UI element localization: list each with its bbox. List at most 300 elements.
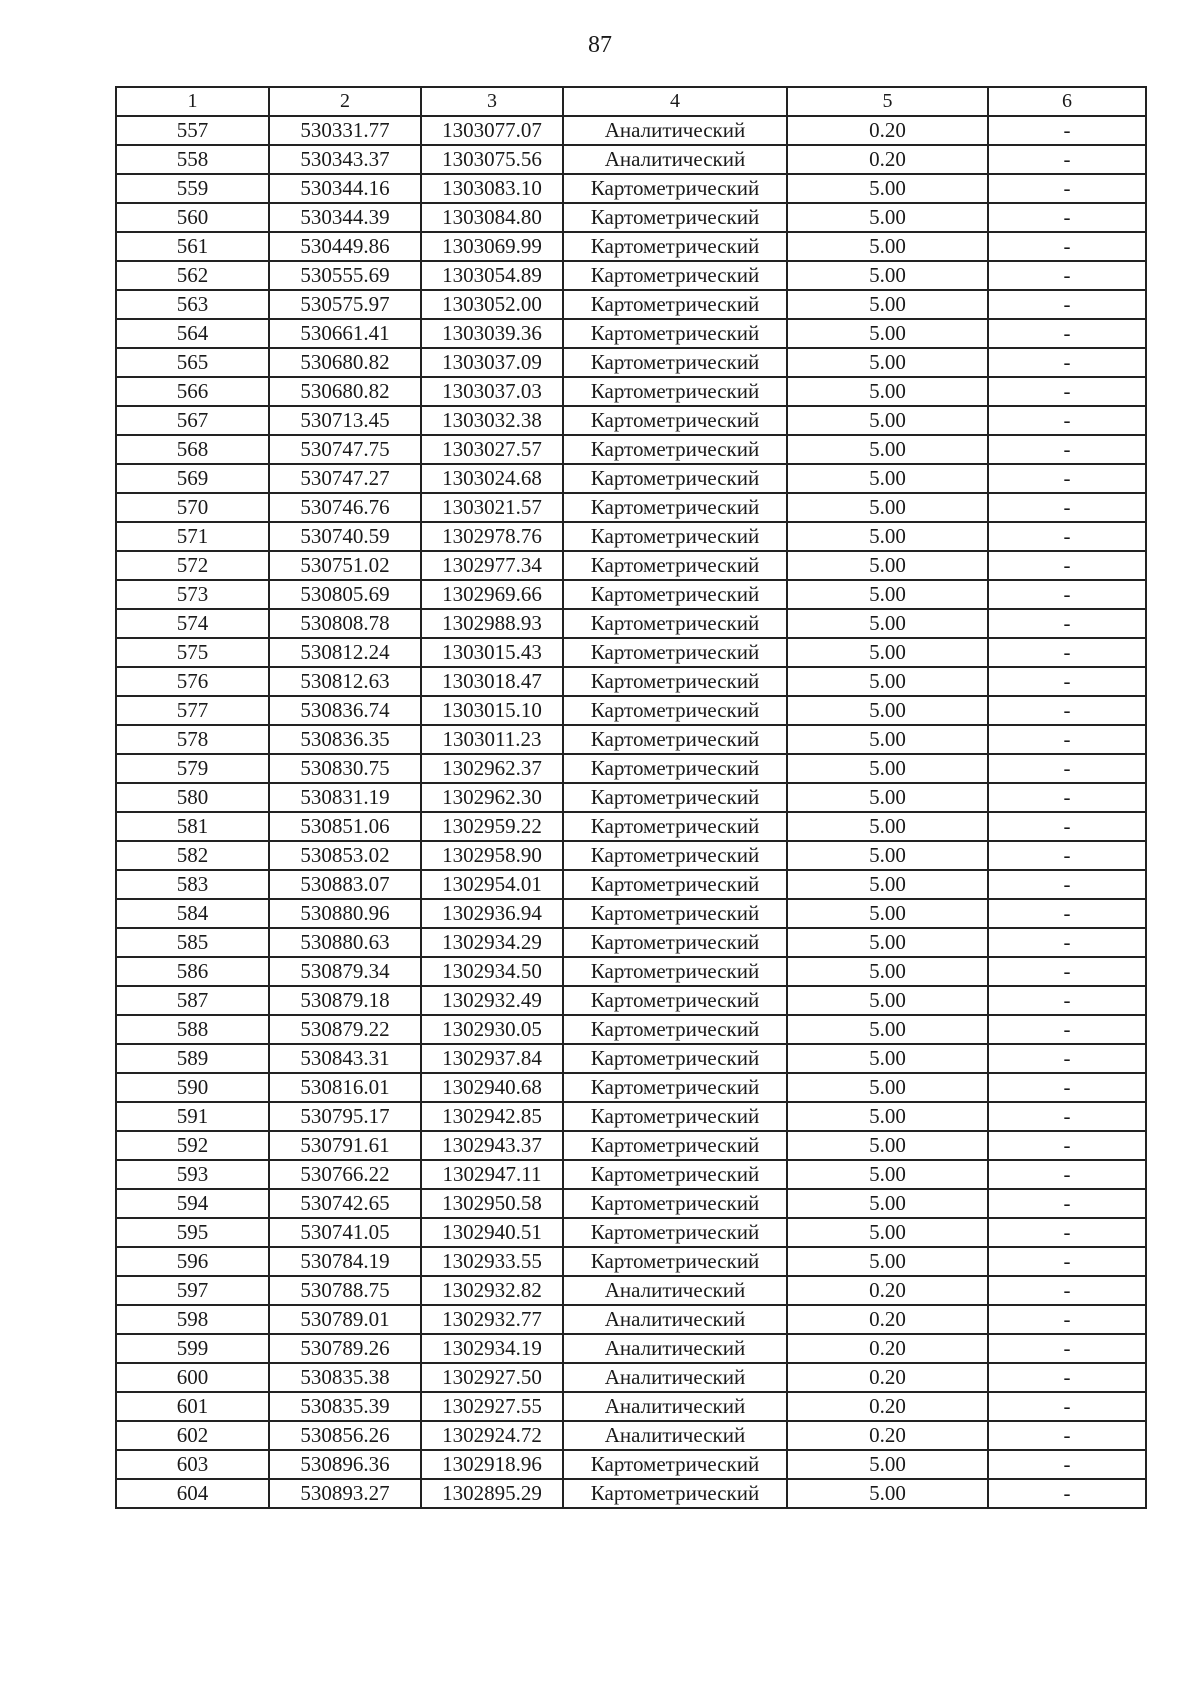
x-coordinate-cell: 530575.97 [269, 290, 421, 319]
note-cell: - [988, 348, 1146, 377]
y-coordinate-cell: 1302988.93 [421, 609, 563, 638]
method-cell: Картометрический [563, 957, 787, 986]
note-cell: - [988, 551, 1146, 580]
table-row [116, 232, 1146, 261]
accuracy-cell: 5.00 [787, 667, 988, 696]
point-number-cell: 568 [116, 435, 269, 464]
accuracy-cell: 5.00 [787, 1015, 988, 1044]
x-coordinate-cell: 530879.34 [269, 957, 421, 986]
method-cell: Картометрический [563, 899, 787, 928]
point-number-cell: 576 [116, 667, 269, 696]
x-coordinate-cell: 530751.02 [269, 551, 421, 580]
accuracy-cell: 0.20 [787, 1276, 988, 1305]
accuracy-cell: 5.00 [787, 580, 988, 609]
method-cell: Картометрический [563, 348, 787, 377]
accuracy-cell: 0.20 [787, 145, 988, 174]
x-coordinate-cell: 530789.26 [269, 1334, 421, 1363]
table-row [116, 493, 1146, 522]
table-row [116, 899, 1146, 928]
x-coordinate-cell: 530836.74 [269, 696, 421, 725]
y-coordinate-cell: 1302978.76 [421, 522, 563, 551]
y-coordinate-cell: 1302977.34 [421, 551, 563, 580]
accuracy-cell: 5.00 [787, 1044, 988, 1073]
point-number-cell: 590 [116, 1073, 269, 1102]
note-cell: - [988, 841, 1146, 870]
note-cell: - [988, 696, 1146, 725]
x-coordinate-cell: 530853.02 [269, 841, 421, 870]
method-cell: Картометрический [563, 319, 787, 348]
y-coordinate-cell: 1302927.55 [421, 1392, 563, 1421]
method-cell: Картометрический [563, 1189, 787, 1218]
table-row [116, 696, 1146, 725]
point-number-cell: 603 [116, 1450, 269, 1479]
table-row [116, 957, 1146, 986]
y-coordinate-cell: 1303052.00 [421, 290, 563, 319]
x-coordinate-cell: 530740.59 [269, 522, 421, 551]
x-coordinate-cell: 530795.17 [269, 1102, 421, 1131]
accuracy-cell: 0.20 [787, 116, 988, 145]
accuracy-cell: 5.00 [787, 174, 988, 203]
x-coordinate-cell: 530835.38 [269, 1363, 421, 1392]
y-coordinate-cell: 1302947.11 [421, 1160, 563, 1189]
note-cell: - [988, 464, 1146, 493]
table-row [116, 1479, 1146, 1508]
point-number-cell: 588 [116, 1015, 269, 1044]
point-number-cell: 586 [116, 957, 269, 986]
method-cell: Картометрический [563, 1102, 787, 1131]
point-number-cell: 575 [116, 638, 269, 667]
x-coordinate-cell: 530879.18 [269, 986, 421, 1015]
method-cell: Картометрический [563, 1160, 787, 1189]
accuracy-cell: 5.00 [787, 986, 988, 1015]
note-cell: - [988, 377, 1146, 406]
method-cell: Картометрический [563, 522, 787, 551]
accuracy-cell: 5.00 [787, 1131, 988, 1160]
table-row [116, 1421, 1146, 1450]
y-coordinate-cell: 1303083.10 [421, 174, 563, 203]
x-coordinate-cell: 530835.39 [269, 1392, 421, 1421]
note-cell: - [988, 638, 1146, 667]
x-coordinate-cell: 530331.77 [269, 116, 421, 145]
method-cell: Картометрический [563, 1044, 787, 1073]
point-number-cell: 584 [116, 899, 269, 928]
y-coordinate-cell: 1302934.50 [421, 957, 563, 986]
table-row [116, 1334, 1146, 1363]
method-cell: Картометрический [563, 1015, 787, 1044]
point-number-cell: 595 [116, 1218, 269, 1247]
note-cell: - [988, 1450, 1146, 1479]
x-coordinate-cell: 530741.05 [269, 1218, 421, 1247]
note-cell: - [988, 1479, 1146, 1508]
method-cell: Картометрический [563, 290, 787, 319]
column-header-6: 6 [988, 87, 1146, 116]
table-row [116, 203, 1146, 232]
accuracy-cell: 5.00 [787, 348, 988, 377]
point-number-cell: 563 [116, 290, 269, 319]
y-coordinate-cell: 1302932.77 [421, 1305, 563, 1334]
table-row [116, 986, 1146, 1015]
note-cell: - [988, 1421, 1146, 1450]
point-number-cell: 585 [116, 928, 269, 957]
accuracy-cell: 5.00 [787, 203, 988, 232]
accuracy-cell: 5.00 [787, 1189, 988, 1218]
y-coordinate-cell: 1303015.43 [421, 638, 563, 667]
table-row [116, 1131, 1146, 1160]
table-row [116, 348, 1146, 377]
y-coordinate-cell: 1303077.07 [421, 116, 563, 145]
accuracy-cell: 5.00 [787, 1073, 988, 1102]
accuracy-cell: 5.00 [787, 725, 988, 754]
note-cell: - [988, 1102, 1146, 1131]
accuracy-cell: 5.00 [787, 783, 988, 812]
note-cell: - [988, 667, 1146, 696]
x-coordinate-cell: 530856.26 [269, 1421, 421, 1450]
point-number-cell: 582 [116, 841, 269, 870]
x-coordinate-cell: 530746.76 [269, 493, 421, 522]
x-coordinate-cell: 530789.01 [269, 1305, 421, 1334]
note-cell: - [988, 580, 1146, 609]
note-cell: - [988, 957, 1146, 986]
y-coordinate-cell: 1303075.56 [421, 145, 563, 174]
note-cell: - [988, 1160, 1146, 1189]
y-coordinate-cell: 1302943.37 [421, 1131, 563, 1160]
method-cell: Картометрический [563, 1073, 787, 1102]
table-row [116, 1450, 1146, 1479]
note-cell: - [988, 812, 1146, 841]
accuracy-cell: 5.00 [787, 870, 988, 899]
x-coordinate-cell: 530805.69 [269, 580, 421, 609]
accuracy-cell: 5.00 [787, 261, 988, 290]
point-number-cell: 592 [116, 1131, 269, 1160]
point-number-cell: 560 [116, 203, 269, 232]
table-row [116, 435, 1146, 464]
note-cell: - [988, 232, 1146, 261]
x-coordinate-cell: 530851.06 [269, 812, 421, 841]
point-number-cell: 604 [116, 1479, 269, 1508]
point-number-cell: 571 [116, 522, 269, 551]
table-row [116, 522, 1146, 551]
point-number-cell: 569 [116, 464, 269, 493]
y-coordinate-cell: 1302936.94 [421, 899, 563, 928]
table-row [116, 1392, 1146, 1421]
note-cell: - [988, 1131, 1146, 1160]
table-row [116, 1073, 1146, 1102]
table-row [116, 1102, 1146, 1131]
point-number-cell: 557 [116, 116, 269, 145]
y-coordinate-cell: 1303039.36 [421, 319, 563, 348]
table-row [116, 551, 1146, 580]
table-row [116, 1015, 1146, 1044]
note-cell: - [988, 1276, 1146, 1305]
point-number-cell: 559 [116, 174, 269, 203]
accuracy-cell: 5.00 [787, 841, 988, 870]
accuracy-cell: 5.00 [787, 1160, 988, 1189]
note-cell: - [988, 1044, 1146, 1073]
x-coordinate-cell: 530791.61 [269, 1131, 421, 1160]
point-number-cell: 596 [116, 1247, 269, 1276]
method-cell: Картометрический [563, 203, 787, 232]
y-coordinate-cell: 1303021.57 [421, 493, 563, 522]
point-number-cell: 591 [116, 1102, 269, 1131]
note-cell: - [988, 1073, 1146, 1102]
point-number-cell: 581 [116, 812, 269, 841]
accuracy-cell: 5.00 [787, 754, 988, 783]
point-number-cell: 570 [116, 493, 269, 522]
x-coordinate-cell: 530713.45 [269, 406, 421, 435]
x-coordinate-cell: 530883.07 [269, 870, 421, 899]
note-cell: - [988, 261, 1146, 290]
table-row [116, 1189, 1146, 1218]
accuracy-cell: 0.20 [787, 1363, 988, 1392]
point-number-cell: 562 [116, 261, 269, 290]
x-coordinate-cell: 530747.27 [269, 464, 421, 493]
table-row [116, 609, 1146, 638]
method-cell: Картометрический [563, 928, 787, 957]
point-number-cell: 593 [116, 1160, 269, 1189]
table-row [116, 319, 1146, 348]
accuracy-cell: 5.00 [787, 551, 988, 580]
y-coordinate-cell: 1302969.66 [421, 580, 563, 609]
method-cell: Картометрический [563, 261, 787, 290]
table-row [116, 1218, 1146, 1247]
note-cell: - [988, 1015, 1146, 1044]
method-cell: Картометрический [563, 609, 787, 638]
note-cell: - [988, 406, 1146, 435]
note-cell: - [988, 174, 1146, 203]
method-cell: Картометрический [563, 1450, 787, 1479]
y-coordinate-cell: 1302918.96 [421, 1450, 563, 1479]
y-coordinate-cell: 1302962.30 [421, 783, 563, 812]
method-cell: Картометрический [563, 232, 787, 261]
x-coordinate-cell: 530893.27 [269, 1479, 421, 1508]
point-number-cell: 602 [116, 1421, 269, 1450]
method-cell: Аналитический [563, 145, 787, 174]
y-coordinate-cell: 1303015.10 [421, 696, 563, 725]
x-coordinate-cell: 530344.39 [269, 203, 421, 232]
method-cell: Картометрический [563, 1479, 787, 1508]
column-header-4: 4 [563, 87, 787, 116]
x-coordinate-cell: 530812.24 [269, 638, 421, 667]
x-coordinate-cell: 530680.82 [269, 348, 421, 377]
point-number-cell: 577 [116, 696, 269, 725]
accuracy-cell: 5.00 [787, 493, 988, 522]
accuracy-cell: 5.00 [787, 1102, 988, 1131]
y-coordinate-cell: 1302940.51 [421, 1218, 563, 1247]
note-cell: - [988, 145, 1146, 174]
table-row [116, 1305, 1146, 1334]
table-row [116, 1044, 1146, 1073]
method-cell: Картометрический [563, 1218, 787, 1247]
note-cell: - [988, 870, 1146, 899]
y-coordinate-cell: 1302934.29 [421, 928, 563, 957]
accuracy-cell: 5.00 [787, 812, 988, 841]
method-cell: Картометрический [563, 406, 787, 435]
accuracy-cell: 5.00 [787, 1479, 988, 1508]
note-cell: - [988, 522, 1146, 551]
method-cell: Аналитический [563, 1276, 787, 1305]
x-coordinate-cell: 530836.35 [269, 725, 421, 754]
note-cell: - [988, 928, 1146, 957]
note-cell: - [988, 1363, 1146, 1392]
y-coordinate-cell: 1302927.50 [421, 1363, 563, 1392]
y-coordinate-cell: 1303011.23 [421, 725, 563, 754]
accuracy-cell: 5.00 [787, 928, 988, 957]
point-number-cell: 573 [116, 580, 269, 609]
note-cell: - [988, 1334, 1146, 1363]
y-coordinate-cell: 1302940.68 [421, 1073, 563, 1102]
y-coordinate-cell: 1303024.68 [421, 464, 563, 493]
y-coordinate-cell: 1302924.72 [421, 1421, 563, 1450]
table-row [116, 1276, 1146, 1305]
header-row [116, 87, 1146, 116]
point-number-cell: 567 [116, 406, 269, 435]
note-cell: - [988, 203, 1146, 232]
note-cell: - [988, 1305, 1146, 1334]
y-coordinate-cell: 1302895.29 [421, 1479, 563, 1508]
table-row [116, 783, 1146, 812]
x-coordinate-cell: 530344.16 [269, 174, 421, 203]
coordinates-table [115, 86, 1147, 1509]
table-row [116, 1247, 1146, 1276]
y-coordinate-cell: 1302942.85 [421, 1102, 563, 1131]
point-number-cell: 561 [116, 232, 269, 261]
accuracy-cell: 5.00 [787, 406, 988, 435]
note-cell: - [988, 986, 1146, 1015]
x-coordinate-cell: 530343.37 [269, 145, 421, 174]
note-cell: - [988, 435, 1146, 464]
accuracy-cell: 0.20 [787, 1392, 988, 1421]
method-cell: Картометрический [563, 580, 787, 609]
note-cell: - [988, 290, 1146, 319]
table-row [116, 667, 1146, 696]
x-coordinate-cell: 530816.01 [269, 1073, 421, 1102]
x-coordinate-cell: 530880.63 [269, 928, 421, 957]
method-cell: Картометрический [563, 986, 787, 1015]
method-cell: Картометрический [563, 696, 787, 725]
point-number-cell: 583 [116, 870, 269, 899]
y-coordinate-cell: 1303032.38 [421, 406, 563, 435]
method-cell: Аналитический [563, 1421, 787, 1450]
table-row [116, 406, 1146, 435]
table-body [116, 116, 1146, 1508]
y-coordinate-cell: 1303069.99 [421, 232, 563, 261]
accuracy-cell: 5.00 [787, 522, 988, 551]
y-coordinate-cell: 1302937.84 [421, 1044, 563, 1073]
method-cell: Аналитический [563, 1392, 787, 1421]
y-coordinate-cell: 1302950.58 [421, 1189, 563, 1218]
accuracy-cell: 5.00 [787, 435, 988, 464]
point-number-cell: 598 [116, 1305, 269, 1334]
x-coordinate-cell: 530680.82 [269, 377, 421, 406]
x-coordinate-cell: 530831.19 [269, 783, 421, 812]
y-coordinate-cell: 1302933.55 [421, 1247, 563, 1276]
column-header-1: 1 [116, 87, 269, 116]
table-row [116, 812, 1146, 841]
point-number-cell: 579 [116, 754, 269, 783]
accuracy-cell: 5.00 [787, 1218, 988, 1247]
table-row [116, 928, 1146, 957]
method-cell: Картометрический [563, 377, 787, 406]
point-number-cell: 565 [116, 348, 269, 377]
y-coordinate-cell: 1302932.82 [421, 1276, 563, 1305]
accuracy-cell: 5.00 [787, 377, 988, 406]
table-row [116, 638, 1146, 667]
column-header-3: 3 [421, 87, 563, 116]
note-cell: - [988, 1392, 1146, 1421]
method-cell: Картометрический [563, 870, 787, 899]
y-coordinate-cell: 1302958.90 [421, 841, 563, 870]
accuracy-cell: 0.20 [787, 1421, 988, 1450]
x-coordinate-cell: 530661.41 [269, 319, 421, 348]
table-row [116, 145, 1146, 174]
accuracy-cell: 5.00 [787, 957, 988, 986]
table-row [116, 870, 1146, 899]
note-cell: - [988, 1218, 1146, 1247]
method-cell: Аналитический [563, 1363, 787, 1392]
y-coordinate-cell: 1302932.49 [421, 986, 563, 1015]
x-coordinate-cell: 530812.63 [269, 667, 421, 696]
note-cell: - [988, 1189, 1146, 1218]
accuracy-cell: 5.00 [787, 696, 988, 725]
method-cell: Картометрический [563, 754, 787, 783]
point-number-cell: 566 [116, 377, 269, 406]
x-coordinate-cell: 530830.75 [269, 754, 421, 783]
y-coordinate-cell: 1303084.80 [421, 203, 563, 232]
table-row [116, 725, 1146, 754]
accuracy-cell: 5.00 [787, 232, 988, 261]
note-cell: - [988, 609, 1146, 638]
table-row [116, 754, 1146, 783]
y-coordinate-cell: 1302959.22 [421, 812, 563, 841]
point-number-cell: 601 [116, 1392, 269, 1421]
y-coordinate-cell: 1303027.57 [421, 435, 563, 464]
x-coordinate-cell: 530788.75 [269, 1276, 421, 1305]
method-cell: Картометрический [563, 783, 787, 812]
table-row [116, 377, 1146, 406]
point-number-cell: 589 [116, 1044, 269, 1073]
y-coordinate-cell: 1302962.37 [421, 754, 563, 783]
point-number-cell: 599 [116, 1334, 269, 1363]
note-cell: - [988, 493, 1146, 522]
point-number-cell: 574 [116, 609, 269, 638]
note-cell: - [988, 319, 1146, 348]
y-coordinate-cell: 1303018.47 [421, 667, 563, 696]
point-number-cell: 594 [116, 1189, 269, 1218]
x-coordinate-cell: 530880.96 [269, 899, 421, 928]
method-cell: Картометрический [563, 725, 787, 754]
x-coordinate-cell: 530555.69 [269, 261, 421, 290]
method-cell: Картометрический [563, 493, 787, 522]
method-cell: Картометрический [563, 841, 787, 870]
x-coordinate-cell: 530808.78 [269, 609, 421, 638]
accuracy-cell: 5.00 [787, 609, 988, 638]
table-row [116, 464, 1146, 493]
x-coordinate-cell: 530843.31 [269, 1044, 421, 1073]
y-coordinate-cell: 1302954.01 [421, 870, 563, 899]
y-coordinate-cell: 1302930.05 [421, 1015, 563, 1044]
table-row [116, 290, 1146, 319]
accuracy-cell: 0.20 [787, 1334, 988, 1363]
accuracy-cell: 0.20 [787, 1305, 988, 1334]
page-number: 87 [588, 32, 612, 58]
point-number-cell: 597 [116, 1276, 269, 1305]
table-row [116, 1160, 1146, 1189]
accuracy-cell: 5.00 [787, 464, 988, 493]
column-header-5: 5 [787, 87, 988, 116]
method-cell: Картометрический [563, 1247, 787, 1276]
point-number-cell: 600 [116, 1363, 269, 1392]
method-cell: Аналитический [563, 1305, 787, 1334]
